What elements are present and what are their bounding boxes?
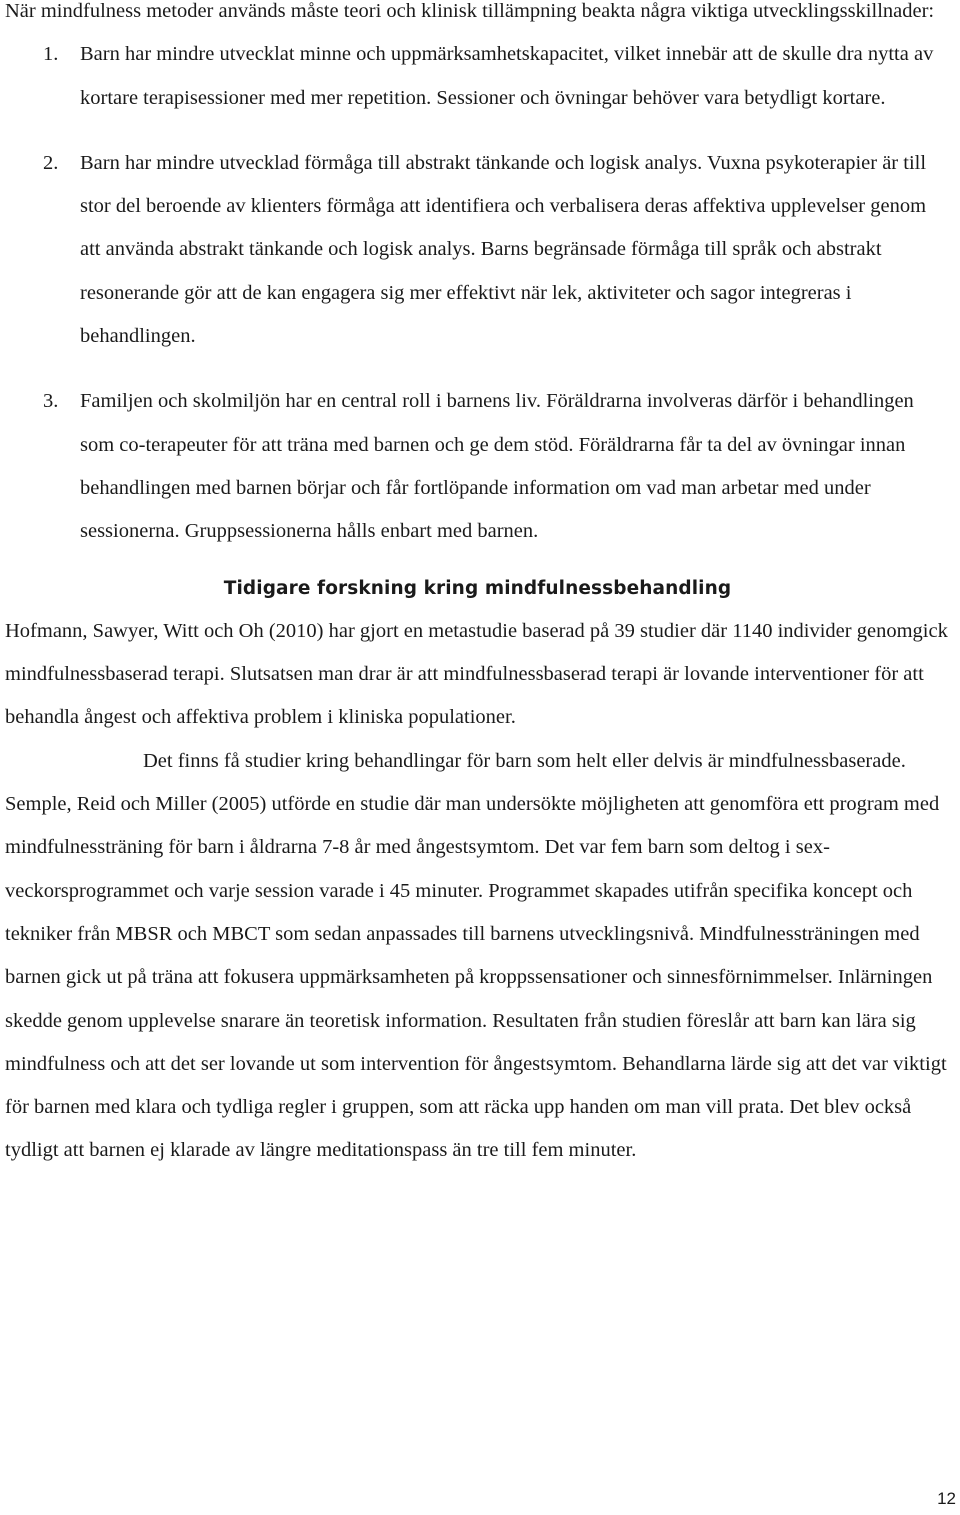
intro-paragraph: När mindfulness metoder används måste teori och klinisk tillämpning beakta några viktiga utvecklingsskillnader: xyxy=(5,0,935,22)
section-heading: Tidigare forskning kring mindfulnessbehandling xyxy=(223,577,732,599)
body-paragraph: Det finns få studier kring behandlingar för barn som helt eller delvis är mindfulnessbaserade. Semple, Reid och Miller (2005) utförde en studie där man undersökte möjligheten att genomföra ett program med mindfulnessträning för barn i åldrarna 7-8 år med ångestsymtom. Det var fem barn som deltog i sex-veckorsprogrammet och varje session varade i 45 minuter. Programmet skapades utifrån specifika koncept och tekniker från MBSR och MBCT som sedan anpassades till barnens utvecklingsnivå. Mindfulnessträningen med barnen gick ut på träna att fokusera uppmärksamheten på kroppssensationer och sinnesförnimmelser. Inlärningen skedde genom upplevelse snarare än teoretisk information. Resultaten från studien föreslår att barn kan lära sig mindfulness och att det ser lovande ut som intervention för ångestsymtom. Behandlarna lärde sig att det var viktigt för barnen med klara och tydliga regler i gruppen, som att räcka upp handen om man vill prata. Det blev också tydligt att barnen ej klarade av längre meditationspass än tre till fem minuter. xyxy=(5,749,947,1162)
page-number: 12 xyxy=(937,1489,956,1508)
list-item-text: Familjen och skolmiljön har en central roll i barnens liv. Föräldrarna involveras därför i behandlingen som co-terapeuter för att träna med barnen och ge dem stöd. Föräldrarna får ta del av övningar innan behandlingen med barnen börjar och får fortlöpande information om vad man arbetar med under sessionerna. Gruppsessionerna hålls enbart med barnen. xyxy=(80,390,914,543)
list-item-number: 2. xyxy=(43,151,59,174)
list-item-number: 3. xyxy=(43,390,59,413)
list-item-text: Barn har mindre utvecklad förmåga till abstrakt tänkande och logisk analys. Vuxna psykoterapier är till stor del beroende av klienters förmåga att identifiera och verbalisera deras affektiva upplevelser genom att använda abstrakt tänkande och logisk analys. Barns begränsade förmåga till språk och abstrakt resonerande gör att de kan engagera sig mer effektivt när lek, aktiviteter och sagor integreras i behandlingen. xyxy=(80,151,927,348)
body-paragraph: Hofmann, Sawyer, Witt och Oh (2010) har gjort en metastudie baserad på 39 studier där 1140 individer genomgick mindfulnessbaserad terapi. Slutsatsen man drar är att mindfulnessbaserad terapi är lovande interventioner för att behandla ångest och affektiva problem i kliniska populationer. xyxy=(5,619,948,729)
list-item xyxy=(5,33,950,120)
numbered-list xyxy=(5,33,950,553)
list-item xyxy=(5,142,950,358)
list-item xyxy=(5,380,950,553)
list-item-number: 1. xyxy=(43,43,59,66)
list-item-text: Barn har mindre utvecklat minne och uppmärksamhetskapacitet, vilket innebär att de skulle dra nytta av kortare terapisessioner med mer repetition. Sessioner och övningar behöver vara betydligt kortare. xyxy=(80,43,934,109)
